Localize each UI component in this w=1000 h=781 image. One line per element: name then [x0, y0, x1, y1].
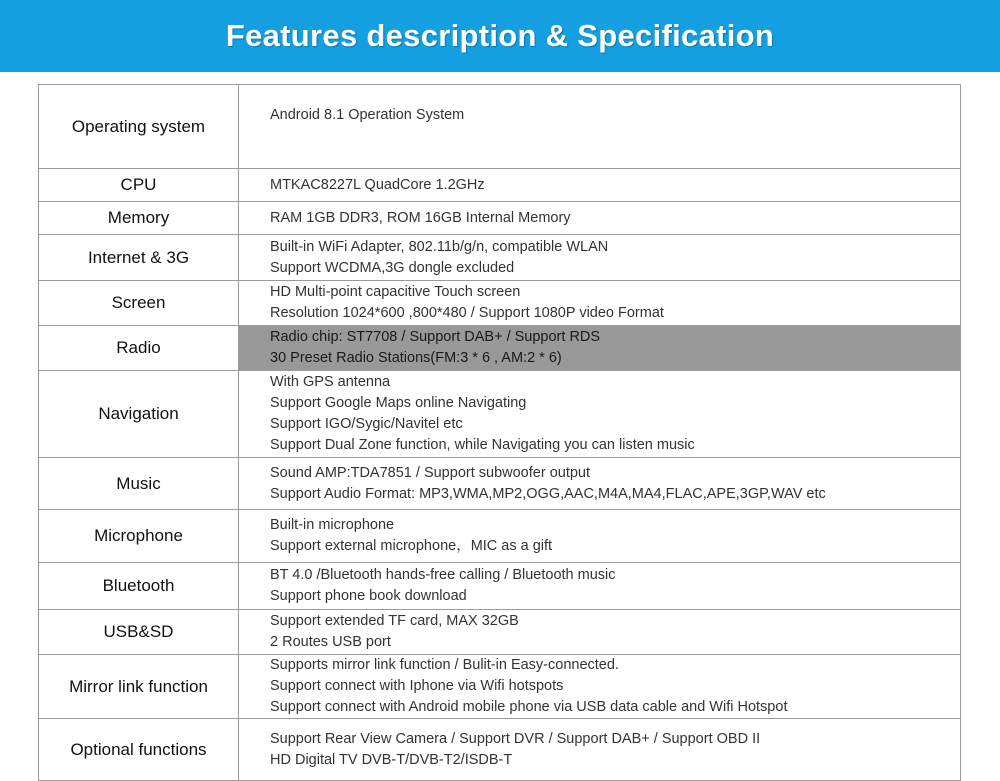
spec-label: Navigation [39, 371, 239, 458]
spec-row [39, 371, 961, 458]
spec-value-line: Support Dual Zone function, while Navigating you can listen music [270, 437, 695, 453]
spec-value-line: MTKAC8227L QuadCore 1.2GHz [270, 176, 485, 193]
spec-label: Mirror link function [39, 655, 239, 719]
spec-value-line: HD Digital TV DVB-T/DVB-T2/ISDB-T [270, 751, 513, 768]
spec-row [39, 458, 961, 510]
spec-row [39, 202, 961, 235]
spec-row [39, 563, 961, 610]
spec-value-line: With GPS antenna [270, 374, 391, 390]
spec-label: Radio [39, 326, 239, 371]
spec-value-line: Built-in microphone [270, 517, 395, 533]
spec-label: Operating system [39, 85, 239, 169]
spec-value [239, 235, 961, 281]
spec-value-line: Support Google Maps online Navigating [270, 395, 527, 411]
spec-value-line: Sound AMP:TDA7851 / Support subwoofer output [270, 464, 591, 481]
spec-value-line: RAM 1GB DDR3, ROM 16GB Internal Memory [270, 209, 571, 226]
header-banner [0, 0, 1000, 72]
spec-value-line: Support extended TF card, MAX 32GB [270, 613, 519, 629]
spec-value-line: Support phone book download [270, 588, 467, 604]
spec-row [39, 655, 961, 719]
spec-value [239, 458, 961, 510]
spec-value-line: Android 8.1 Operation System [270, 107, 465, 123]
spec-value-line: BT 4.0 /Bluetooth hands-free calling / Bluetooth music [270, 567, 616, 583]
spec-row [39, 85, 961, 169]
spec-value [239, 281, 961, 326]
spec-row [39, 326, 961, 371]
spec-value [239, 85, 961, 169]
spec-value-line: Built-in WiFi Adapter, 802.11b/g/n, compatible WLAN [270, 238, 609, 255]
spec-value-line: Support WCDMA,3G dongle excluded [270, 259, 515, 276]
spec-table [38, 84, 961, 781]
spec-label: CPU [39, 169, 239, 202]
spec-label: Screen [39, 281, 239, 326]
spec-value-line: Supports mirror link function / Bulit-in Easy-connected. [270, 657, 619, 673]
spec-value-line: Support Rear View Camera / Support DVR / Support DAB+ / Support OBD II [270, 730, 761, 747]
spec-row [39, 235, 961, 281]
spec-label: Microphone [39, 510, 239, 563]
spec-value-line: Support connect with Android mobile phone via USB data cable and Wifi Hotspot [270, 699, 788, 715]
spec-value-line: Radio chip: ST7708 / Support DAB+ / Support RDS [270, 329, 601, 345]
spec-label: Optional functions [39, 719, 239, 781]
page-title: Features description & Specification [225, 18, 775, 53]
spec-value-line: HD Multi-point capacitive Touch screen [270, 284, 521, 300]
spec-label: Memory [39, 202, 239, 235]
spec-row [39, 610, 961, 655]
spec-value [239, 510, 961, 563]
spec-label: USB&SD [39, 610, 239, 655]
spec-row [39, 510, 961, 563]
spec-value-line: Support Audio Format: MP3,WMA,MP2,OGG,AAC,M4A,MA4,FLAC,APE,3GP,WAV etc [270, 485, 826, 502]
spec-value-line: Support IGO/Sygic/Navitel etc [270, 416, 463, 432]
spec-value-line: 30 Preset Radio Stations(FM:3 * 6 , AM:2 * 6) [270, 350, 562, 366]
spec-value [239, 169, 961, 202]
spec-value [239, 371, 961, 458]
spec-value [239, 610, 961, 655]
spec-value [239, 719, 961, 781]
spec-value [239, 655, 961, 719]
spec-row [39, 281, 961, 326]
spec-value [239, 326, 961, 371]
spec-label: Bluetooth [39, 563, 239, 610]
spec-value-line: 2 Routes USB port [270, 634, 391, 650]
spec-value-line: Support connect with Iphone via Wifi hotspots [270, 678, 564, 694]
spec-value-line: Resolution 1024*600 ,800*480 / Support 1080P video Format [270, 305, 664, 321]
spec-row [39, 719, 961, 781]
spec-label: Internet & 3G [39, 235, 239, 281]
spec-value [239, 563, 961, 610]
spec-row [39, 169, 961, 202]
spec-value-line: Support external microphone，MIC as a gift [270, 538, 553, 554]
spec-value [239, 202, 961, 235]
spec-label: Music [39, 458, 239, 510]
